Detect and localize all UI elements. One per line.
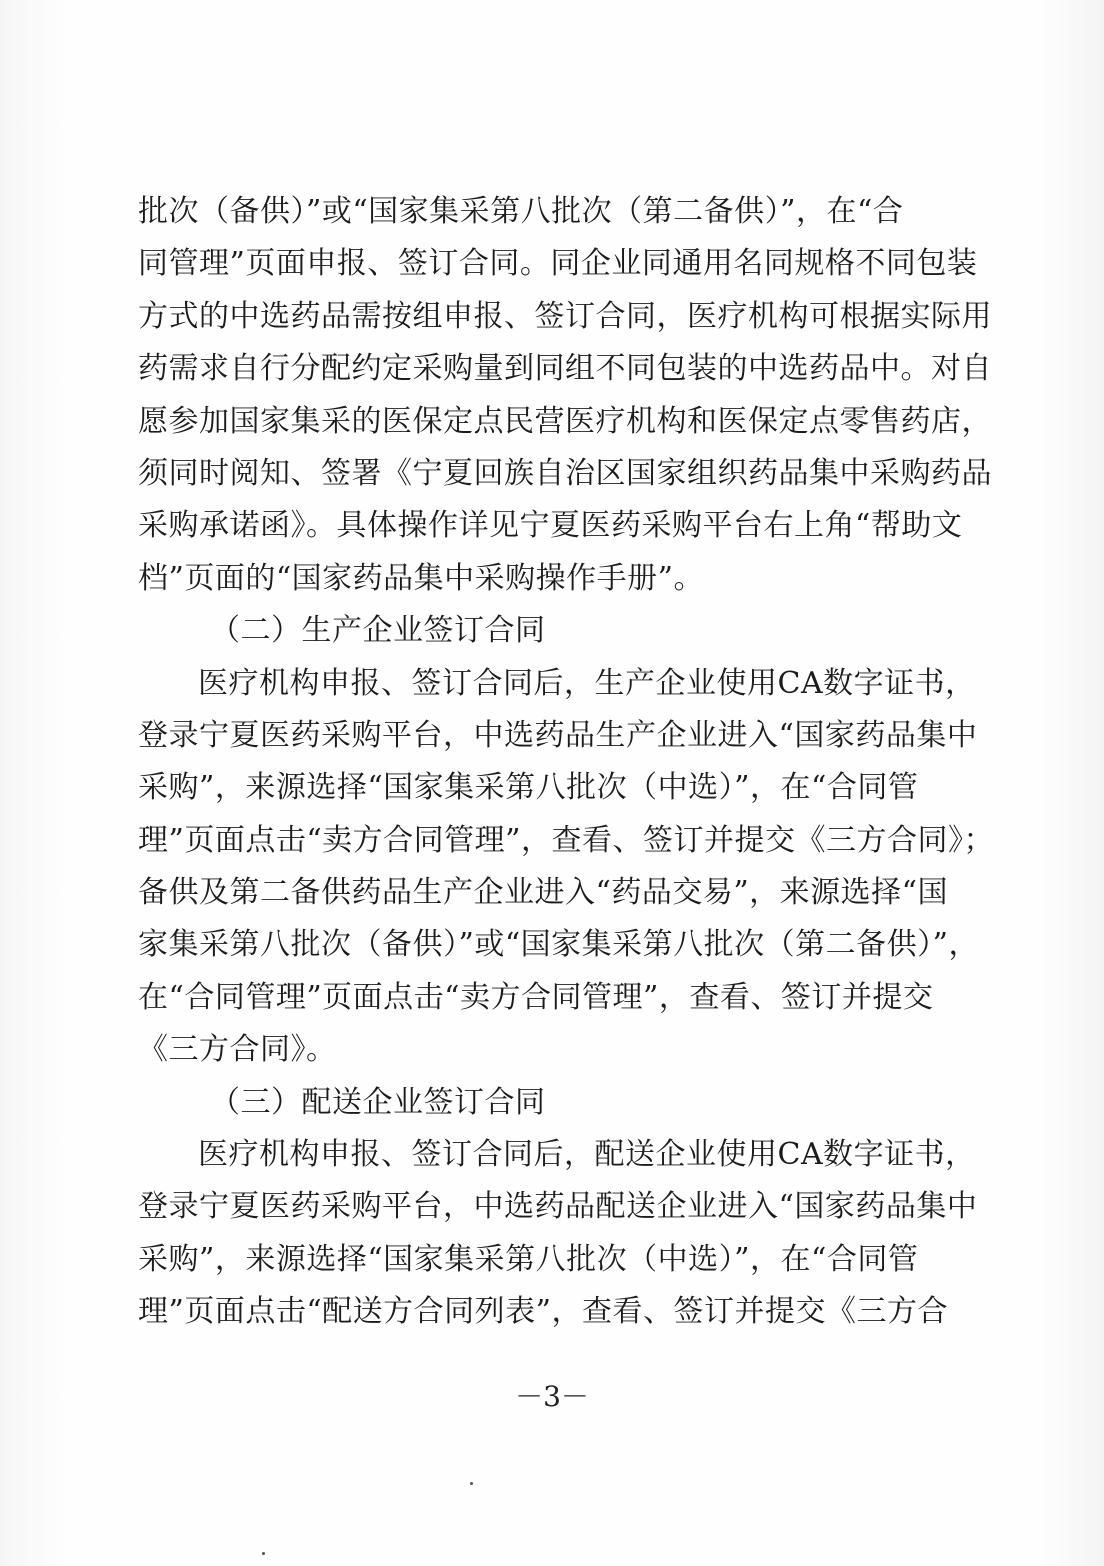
section-heading-3: （三）配送企业签订合同 [210, 1084, 546, 1120]
paragraph-start: 医疗机构申报、签订合同后，配送企业使用CA数字证书， [198, 1137, 976, 1173]
text-line: 在“合同管理”页面点击“卖方合同管理”，查看、签订并提交 [138, 979, 934, 1015]
text-line: 须同时阅知、签署《宁夏回族自治区国家组织药品集中采购药品 [138, 455, 992, 491]
text-line: 药需求自行分配约定采购量到同组不同包装的中选药品中。对自 [138, 351, 992, 387]
text-line: 理”页面点击“配送方合同列表”，查看、签订并提交《三方合 [138, 1294, 949, 1330]
text-line: 愿参加国家集采的医保定点民营医疗机构和医保定点零售药店， [138, 403, 992, 439]
section-heading-2: （二）生产企业签订合同 [210, 613, 546, 649]
text-line: 方式的中选药品需按组申报、签订合同，医疗机构可根据实际用 [138, 298, 992, 334]
text-line: 采购承诺函》。具体操作详见宁夏医药采购平台右上角“帮助文 [138, 508, 963, 544]
page-number: －3－ [515, 1380, 589, 1413]
body-text [138, 186, 995, 1339]
text-line: 理”页面点击“卖方合同管理”，查看、签订并提交《三方合同》； [138, 822, 995, 858]
text-line: 批次（备供）”或“国家集采第八批次（第二备供）”，在“合 [138, 194, 904, 229]
text-line: 采购”，来源选择“国家集采第八批次（中选）”，在“合同管 [138, 1241, 919, 1277]
text-line: 同管理”页面申报、签订合同。同企业同通用名同规格不同包装 [138, 246, 978, 282]
paragraph-start: 医疗机构申报、签订合同后，生产企业使用CA数字证书， [198, 665, 976, 701]
scan-speck [470, 1482, 473, 1485]
text-line: 采购”，来源选择“国家集采第八批次（中选）”，在“合同管 [138, 770, 919, 806]
text-line: 家集采第八批次（备供）”或“国家集采第八批次（第二备供）”， [138, 927, 980, 963]
text-line: 备供及第二备供药品生产企业进入“药品交易”，来源选择“国 [138, 875, 949, 911]
text-line: 《三方合同》。 [138, 1032, 337, 1068]
text-line: 档”页面的“国家药品集中采购操作手册”。 [138, 560, 705, 596]
scan-speck [262, 1552, 265, 1555]
text-line: 登录宁夏医药采购平台，中选药品配送企业进入“国家药品集中 [138, 1189, 978, 1225]
text-line: 登录宁夏医药采购平台，中选药品生产企业进入“国家药品集中 [138, 717, 978, 753]
